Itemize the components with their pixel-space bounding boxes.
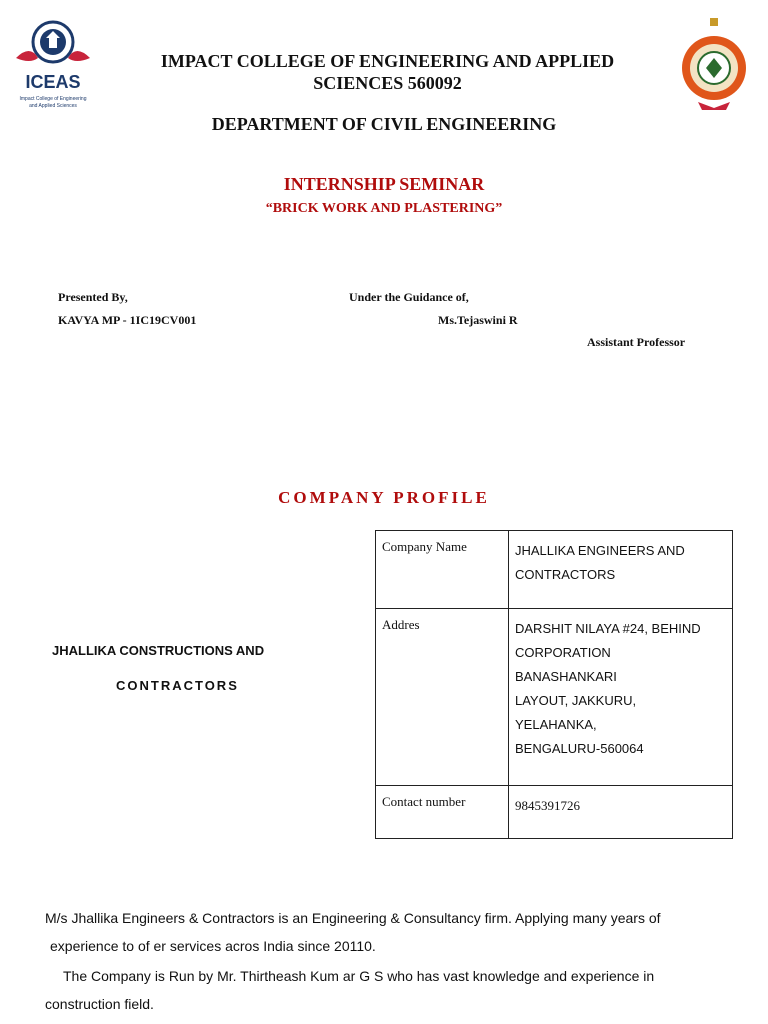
department-name: DEPARTMENT OF CIVIL ENGINEERING: [211, 114, 557, 134]
table-key: Addres: [376, 609, 509, 786]
value-line: CONTRACTORS: [515, 567, 616, 582]
table-value: [509, 531, 733, 609]
value-line: 9845391726: [515, 798, 580, 813]
body-paragraph: experience to of er services acros India since 20110.: [50, 938, 376, 954]
body-paragraph: The Company is Run by Mr. Thirtheash Kum ar G S who has vast knowledge and experience in: [63, 968, 655, 984]
university-seal: [680, 16, 748, 114]
body-paragraph: construction field.: [45, 996, 154, 1012]
college-name: IMPACT COLLEGE OF ENGINEERING AND APPLIED SCIENCES 560092: [160, 51, 615, 93]
value-line: BANASHANKARI: [515, 669, 617, 684]
value-line: YELAHANKA,: [515, 717, 597, 732]
company-name-line1: JHALLIKA CONSTRUCTIONS AND: [52, 643, 265, 658]
value-line: LAYOUT, JAKKURU,: [515, 693, 637, 708]
table-row: [376, 531, 733, 609]
company-name-line2: CONTRACTORS: [116, 678, 239, 693]
logo-text: ICEAS: [25, 72, 81, 92]
table-value: [509, 609, 733, 786]
guide-title: Assistant Professor: [587, 335, 686, 349]
table-row: [376, 786, 733, 839]
table-key: Contact number: [376, 786, 509, 839]
table-key: Company Name: [376, 531, 509, 609]
seminar-topic: “BRICK WORK AND PLASTERING”: [265, 201, 503, 216]
body-paragraph: M/s Jhallika Engineers & Contractors is an Engineering & Consultancy firm. Applying many years of: [45, 910, 661, 926]
presented-by-label: Presented By,: [58, 290, 128, 304]
table-value: [509, 786, 733, 839]
value-line: BENGALURU-560064: [515, 741, 644, 756]
guidance-label: Under the Guidance of,: [349, 290, 469, 304]
guide-name: Ms.Tejaswini R: [438, 313, 518, 327]
company-profile-heading: COMPANY PROFILE: [278, 488, 490, 507]
table-row: [376, 609, 733, 786]
svg-text:and Applied Sciences: and Applied Sciences: [29, 103, 77, 109]
college-logo: [8, 14, 98, 112]
company-profile-table: [375, 530, 733, 839]
svg-text:Impact College of Engineering: Impact College of Engineering: [19, 96, 87, 102]
seal-icon: [680, 16, 748, 114]
value-line: DARSHIT NILAYA #24, BEHIND: [515, 621, 701, 636]
presenter-name: KAVYA MP - 1IC19CV001: [58, 313, 197, 327]
value-line: CORPORATION: [515, 645, 611, 660]
iceas-logo-icon: [8, 14, 98, 112]
value-line: JHALLIKA ENGINEERS AND: [515, 543, 685, 558]
seminar-title: INTERNSHIP SEMINAR: [283, 174, 485, 194]
